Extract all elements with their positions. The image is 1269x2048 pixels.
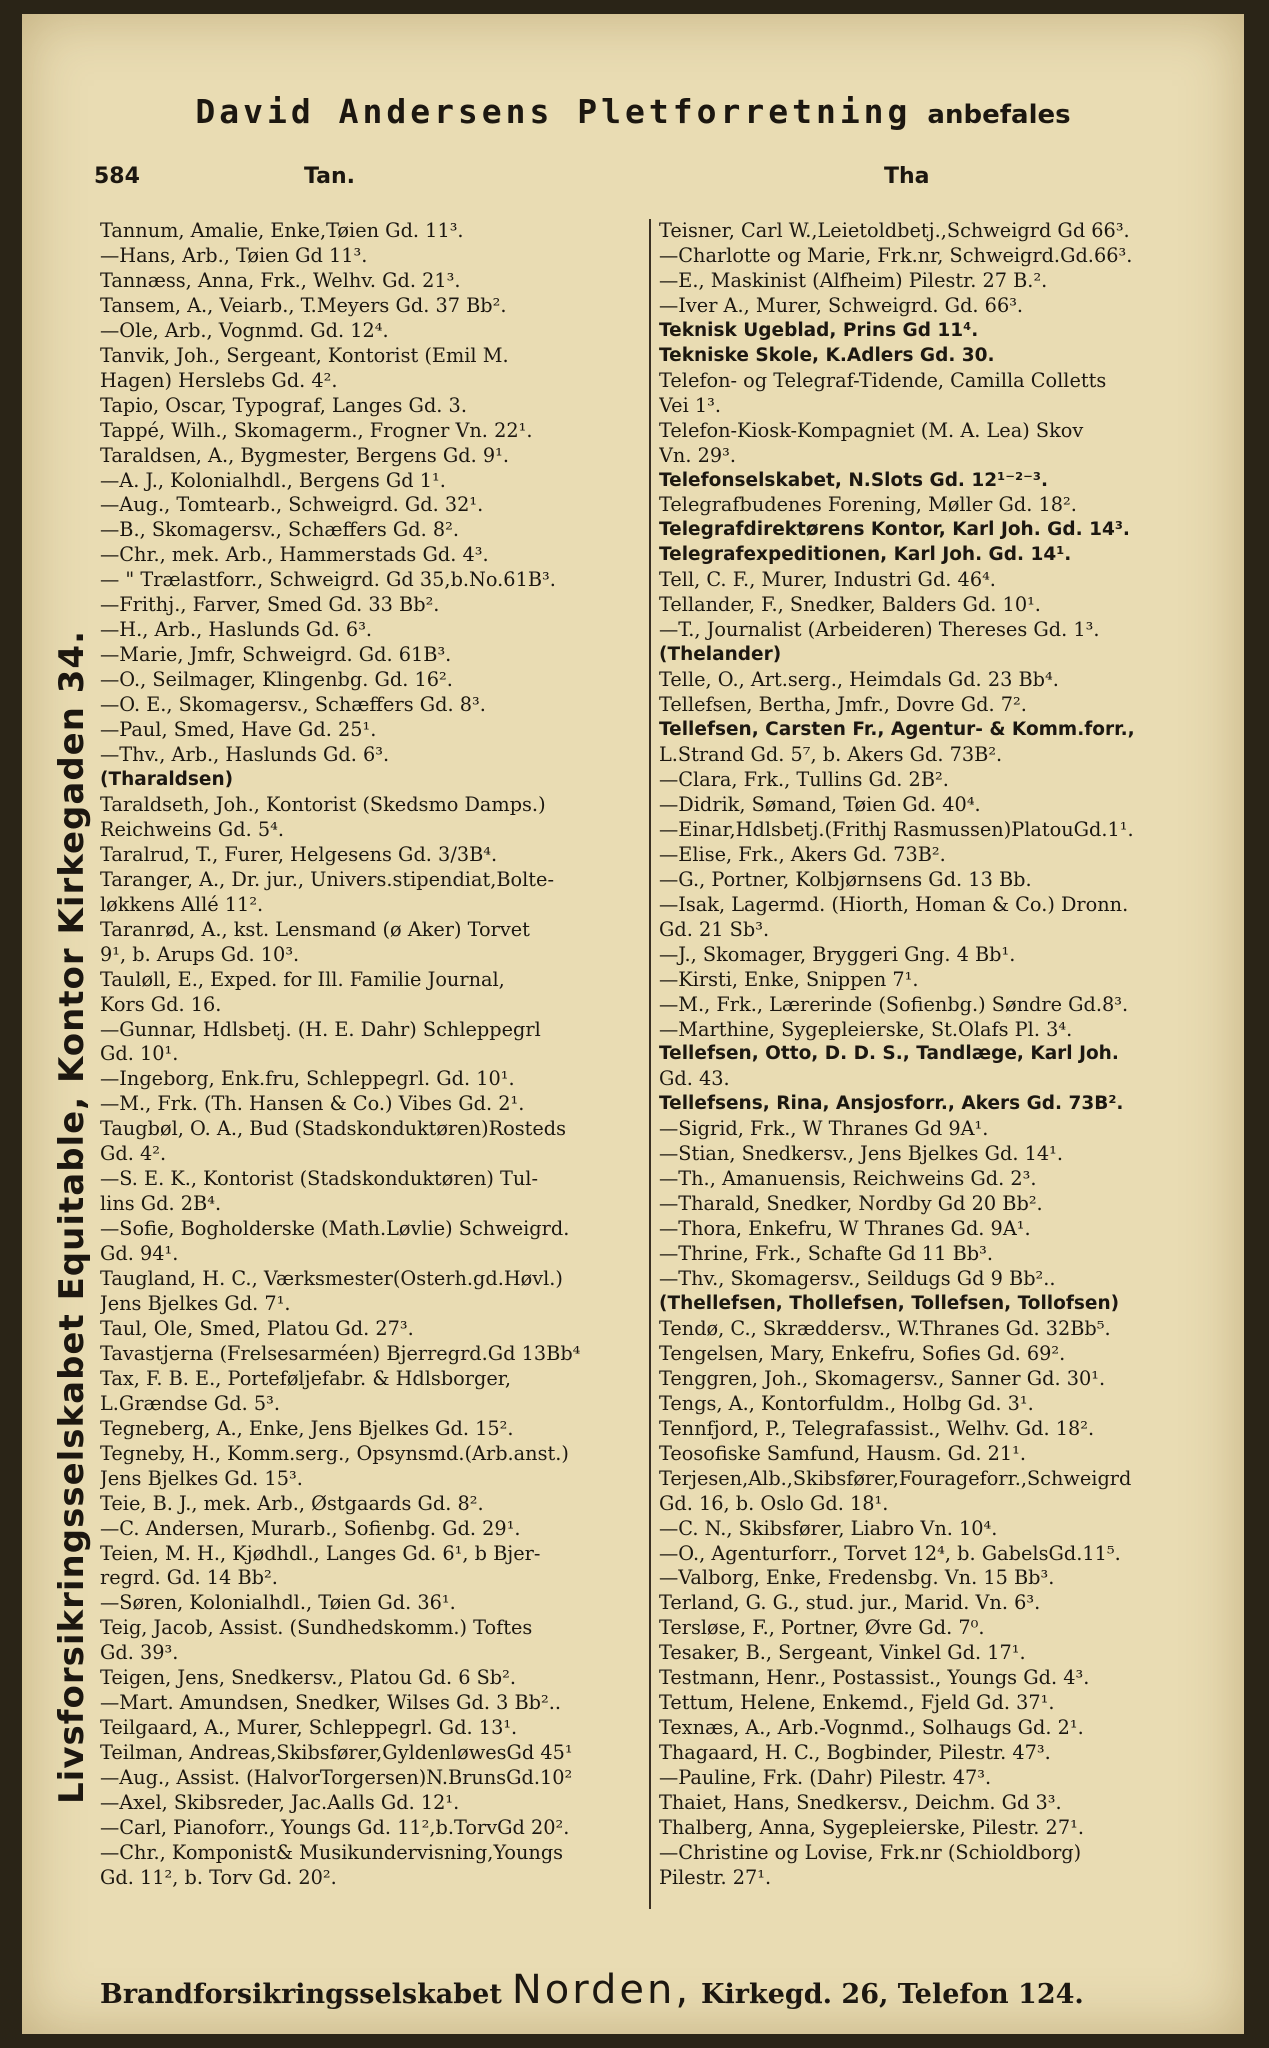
directory-entry: Terjesen,Alb.,Skibsfører,Fourageforr.,Schweigrd — [659, 1466, 1132, 1490]
directory-entry: —Frithj., Farver, Smed Gd. 33 Bb². — [100, 593, 440, 617]
directory-entry: Taranger, A., Dr. jur., Univers.stipendiat,Bolte- — [100, 867, 554, 891]
directory-entry: Telle, O., Art.serg., Heimdals Gd. 23 Bb⁴. — [659, 668, 1059, 692]
directory-entry: Tansem, A., Veiarb., T.Meyers Gd. 37 Bb². — [100, 293, 507, 317]
directory-entry: —Paul, Smed, Have Gd. 25¹. — [100, 718, 377, 742]
directory-entry: —Chr., Komponist& Musikundervisning,Youngs — [100, 1840, 564, 1864]
directory-entry: Teien, M. H., Kjødhdl., Langes Gd. 6¹, b Bjer- — [100, 1541, 541, 1565]
directory-entry: Tellander, F., Snedker, Balders Gd. 10¹. — [659, 593, 1041, 617]
directory-entry: —Valborg, Enke, Fredensbg. Vn. 15 Bb³. — [659, 1566, 1055, 1590]
directory-entry: —A. J., Kolonialhdl., Bergens Gd 1¹. — [100, 468, 446, 492]
directory-entry: Teilgaard, A., Murer, Schleppegrl. Gd. 13¹. — [100, 1716, 518, 1740]
bottom-ad-right: Kirkegd. 26, Telefon 124. — [701, 1979, 1084, 2010]
directory-entry: regrd. Gd. 14 Bb². — [100, 1566, 278, 1590]
directory-entry: Jens Bjelkes Gd. 15³. — [100, 1466, 303, 1490]
directory-entry: Taugbøl, O. A., Bud (Stadskonduktøren)Rosteds — [100, 1117, 567, 1141]
directory-entry: —Axel, Skibsreder, Jac.Aalls Gd. 12¹. — [100, 1791, 460, 1815]
directory-entry: Tax, F. B. E., Porteføljefabr. & Hdlsborger, — [100, 1366, 511, 1390]
directory-entry: (Thelander) — [659, 644, 782, 666]
directory-entry: Tellefsen, Otto, D. D. S., Tandlæge, Karl Joh. — [659, 1043, 1119, 1065]
directory-entry: Tegneby, H., Komm.serg., Opsynsmd.(Arb.anst.) — [100, 1441, 569, 1465]
bottom-advertisement — [100, 1967, 1084, 2013]
directory-entry: Telefon-Kiosk-Kompagniet (M. A. Lea) Skov — [659, 418, 1084, 442]
directory-entry: Gd. 39³. — [100, 1641, 179, 1665]
directory-entry: Telefon- og Telegraf-Tidende, Camilla Colletts — [659, 368, 1107, 392]
directory-entry: Telegrafbudenes Forening, Møller Gd. 18². — [659, 493, 1077, 517]
directory-entry: —Ingeborg, Enk.fru, Schleppegrl. Gd. 10¹. — [100, 1067, 515, 1091]
directory-entry: —E., Maskinist (Alfheim) Pilestr. 27 B.². — [659, 268, 1048, 292]
directory-entry: —O. E., Skomagersv., Schæffers Gd. 8³. — [100, 693, 486, 717]
bottom-ad-big: Norden, — [511, 1967, 692, 2013]
directory-entry: —Aug., Assist. (HalvorTorgersen)N.BrunsGd.10² — [100, 1766, 573, 1790]
directory-entry: Teig, Jacob, Assist. (Sundhedskomm.) Toftes — [100, 1616, 533, 1640]
directory-entry: —Elise, Frk., Akers Gd. 73B². — [659, 842, 946, 866]
directory-entry: —M., Frk., Lærerinde (Sofienbg.) Søndre Gd.8³. — [659, 992, 1129, 1016]
directory-entry: Tendø, C., Skræddersv., W.Thranes Gd. 32Bb⁵. — [659, 1316, 1111, 1340]
directory-entry: —Stian, Snedkersv., Jens Bjelkes Gd. 14¹. — [659, 1142, 1063, 1166]
directory-entry: —T., Journalist (Arbeideren) Thereses Gd. 1³. — [659, 618, 1100, 642]
directory-entry: —Marie, Jmfr, Schweigrd. Gd. 61B³. — [100, 643, 452, 667]
directory-entry: (Thellefsen, Thollefsen, Tollefsen, Tollofsen) — [659, 1292, 1120, 1314]
directory-entry: Tenggren, Joh., Skomagersv., Sanner Gd. 30¹. — [659, 1366, 1106, 1390]
directory-entry: Teosofiske Samfund, Hausm. Gd. 21¹. — [659, 1441, 1026, 1465]
directory-entry: Gd. 43. — [659, 1067, 730, 1091]
directory-entry: — " Trælastforr., Schweigrd. Gd 35,b.No.61B³. — [100, 568, 556, 592]
directory-entry: Tellefsen, Bertha, Jmfr., Dovre Gd. 7². — [659, 693, 1027, 717]
directory-entry: Jens Bjelkes Gd. 7¹. — [100, 1291, 291, 1315]
directory-entry: Teisner, Carl W.,Leietoldbetj.,Schweigrd Gd 66³. — [659, 219, 1130, 242]
directory-entry: løkkens Allé 11². — [100, 892, 264, 916]
left-column — [100, 219, 665, 1891]
directory-entry: L.Grændse Gd. 5³. — [100, 1391, 280, 1415]
directory-entry: —Mart. Amundsen, Snedker, Wilses Gd. 3 Bb².. — [100, 1691, 561, 1715]
directory-entry: Gd. 4². — [100, 1142, 167, 1166]
directory-entry: Tekniske Skole, K.Adlers Gd. 30. — [659, 344, 995, 366]
directory-entry: Reichweins Gd. 5⁴. — [100, 817, 284, 841]
directory-entry: —Thora, Enkefru, W Thranes Gd. 9A¹. — [659, 1217, 1031, 1241]
directory-entry: Tannum, Amalie, Enke,Tøien Gd. 11³. — [100, 219, 464, 242]
directory-entry: Telegrafdirektørens Kontor, Karl Joh. Gd. 14³. — [659, 519, 1130, 541]
directory-entry: —B., Skomagersv., Schæffers Gd. 8². — [100, 518, 459, 542]
directory-entry: —Einar,Hdlsbetj.(Frithj Rasmussen)PlatouGd.1¹. — [659, 817, 1134, 841]
top-ad-main: David Andersens Pletforretning — [195, 92, 912, 131]
directory-entry: 9¹, b. Arups Gd. 10³. — [100, 942, 300, 966]
directory-entry: Teigen, Jens, Snedkersv., Platou Gd. 6 Sb². — [100, 1666, 517, 1690]
directory-entry: —H., Arb., Haslunds Gd. 6³. — [100, 618, 373, 642]
directory-entry: —Sofie, Bogholderske (Math.Løvlie) Schweigrd. — [100, 1217, 570, 1241]
top-ad-suffix: anbefales — [927, 100, 1071, 130]
directory-entry: —Gunnar, Hdlsbetj. (H. E. Dahr) Schleppegrl — [100, 1017, 541, 1041]
directory-entry: Vn. 29³. — [659, 443, 736, 467]
directory-entry: Tellefsen, Carsten Fr., Agentur- & Komm.forr., — [659, 719, 1135, 741]
directory-entry: —Charlotte og Marie, Frk.nr, Schweigrd.Gd.66³. — [659, 243, 1133, 267]
directory-entry: Tavastjerna (Frelsesarméen) Bjerregrd.Gd 13Bb⁴ — [100, 1341, 581, 1365]
directory-entry: —Tharald, Snedker, Nordby Gd 20 Bb². — [659, 1192, 1043, 1216]
left-column-heading: Tan. — [304, 164, 356, 189]
directory-entry: Vei 1³. — [659, 393, 721, 417]
directory-entry: Tengelsen, Mary, Enkefru, Sofies Gd. 69². — [659, 1341, 1066, 1365]
directory-entry: —O., Agenturforr., Torvet 12⁴, b. GabelsGd.11⁵. — [659, 1541, 1121, 1565]
directory-entry: —Didrik, Sømand, Tøien Gd. 40⁴. — [659, 792, 981, 816]
directory-entry: Tell, C. F., Murer, Industri Gd. 46⁴. — [659, 568, 996, 592]
right-column-heading: Tha — [884, 164, 930, 189]
directory-entry: lins Gd. 2B⁴. — [100, 1192, 222, 1216]
directory-entry: —Pauline, Frk. (Dahr) Pilestr. 47³. — [659, 1766, 992, 1790]
directory-entry: (Tharaldsen) — [100, 768, 234, 790]
directory-entry: Gd. 94¹. — [100, 1242, 179, 1266]
directory-entry: Pilestr. 27¹. — [659, 1865, 772, 1889]
directory-entry: —S. E. K., Kontorist (Stadskonduktøren) Tul- — [100, 1167, 538, 1191]
directory-entry: —Iver A., Murer, Schweigrd. Gd. 66³. — [659, 293, 1024, 317]
directory-entry: Taraldseth, Joh., Kontorist (Skedsmo Damps.) — [100, 792, 546, 816]
directory-entry: Tauløll, E., Exped. for Ill. Familie Journal, — [100, 967, 505, 991]
directory-entry: Kors Gd. 16. — [100, 992, 222, 1016]
directory-entry: Tapio, Oscar, Typograf, Langes Gd. 3. — [100, 393, 467, 417]
directory-entry: Teilman, Andreas,Skibsfører,GyldenløwesGd 45¹ — [100, 1741, 573, 1765]
directory-entry: Tanvik, Joh., Sergeant, Kontorist (Emil M. — [100, 343, 509, 367]
directory-entry: Tesaker, B., Sergeant, Vinkel Gd. 17¹. — [659, 1641, 1026, 1665]
directory-entry: Teie, B. J., mek. Arb., Østgaards Gd. 8². — [100, 1491, 484, 1515]
directory-entry: —Ole, Arb., Vognmd. Gd. 12⁴. — [100, 318, 389, 342]
directory-entry: Tannæss, Anna, Frk., Welhv. Gd. 21³. — [100, 268, 461, 292]
directory-entry: Telegrafexpeditionen, Karl Joh. Gd. 14¹. — [659, 544, 1072, 566]
directory-entry: Taraldsen, A., Bygmester, Bergens Gd. 9¹. — [100, 443, 509, 467]
directory-entry: Hagen) Herslebs Gd. 4². — [100, 368, 338, 392]
directory-entry: —Chr., mek. Arb., Hammerstads Gd. 4³. — [100, 543, 489, 567]
directory-entry: —Thv., Skomagersv., Seildugs Gd 9 Bb².. — [659, 1267, 1056, 1291]
directory-entry: —Hans, Arb., Tøien Gd 11³. — [100, 243, 368, 267]
directory-entry: Thaiet, Hans, Snedkersv., Deichm. Gd 3³. — [659, 1791, 1062, 1815]
directory-entry: —M., Frk. (Th. Hansen & Co.) Vibes Gd. 2¹. — [100, 1092, 525, 1116]
directory-entry: —Thv., Arb., Haslunds Gd. 6³. — [100, 743, 390, 767]
directory-entry: Telefonselskabet, N.Slots Gd. 12¹⁻²⁻³. — [659, 469, 1049, 491]
directory-entry: Teknisk Ugeblad, Prins Gd 11⁴. — [659, 319, 979, 341]
directory-entry: —Clara, Frk., Tullins Gd. 2B². — [659, 767, 949, 791]
directory-entry: —Christine og Lovise, Frk.nr (Schioldborg) — [659, 1840, 1082, 1864]
page-number: 584 — [94, 164, 140, 189]
directory-entry: Taul, Ole, Smed, Platou Gd. 27³. — [100, 1316, 414, 1340]
bottom-ad-left: Brandforsikringsselskabet — [100, 1979, 502, 2010]
directory-entry: —O., Seilmager, Klingenbg. Gd. 16². — [100, 668, 453, 692]
directory-entry: Gd. 21 Sb³. — [659, 917, 770, 941]
directory-entry: Tettum, Helene, Enkemd., Fjeld Gd. 37¹. — [659, 1691, 1055, 1715]
directory-entry: —C. Andersen, Murarb., Sofienbg. Gd. 29¹. — [100, 1516, 521, 1540]
directory-entry: —Sigrid, Frk., W Thranes Gd 9A¹. — [659, 1117, 989, 1141]
directory-entry: —Aug., Tomtearb., Schweigrd. Gd. 32¹. — [100, 493, 484, 517]
directory-entry: —J., Skomager, Bryggeri Gng. 4 Bb¹. — [659, 942, 1016, 966]
directory-entry: —Søren, Kolonialhdl., Tøien Gd. 36¹. — [100, 1591, 456, 1615]
directory-entry: —C. N., Skibsfører, Liabro Vn. 10⁴. — [659, 1516, 998, 1540]
directory-entry: —Isak, Lagermd. (Hiorth, Homan & Co.) Dronn. — [659, 892, 1129, 916]
directory-entry: Gd. 10¹. — [100, 1042, 179, 1066]
directory-entry: Testmann, Henr., Postassist., Youngs Gd. 4³. — [659, 1666, 1090, 1690]
directory-entry: Thagaard, H. C., Bogbinder, Pilestr. 47³. — [659, 1741, 1051, 1765]
directory-entry: Texnæs, A., Arb.-Vognmd., Solhaugs Gd. 2¹. — [659, 1716, 1084, 1740]
directory-entry: Tegneberg, A., Enke, Jens Bjelkes Gd. 15². — [100, 1416, 514, 1440]
top-advertisement — [22, 92, 1244, 131]
directory-entry: L.Strand Gd. 5⁷, b. Akers Gd. 73B². — [659, 743, 1003, 767]
directory-entry: Tappé, Wilh., Skomagerm., Frogner Vn. 22¹. — [100, 418, 533, 442]
directory-entry: Gd. 16, b. Oslo Gd. 18¹. — [659, 1491, 889, 1515]
directory-entry: —Kirsti, Enke, Snippen 7¹. — [659, 967, 919, 991]
directory-entry: Thalberg, Anna, Sygepleierske, Pilestr. 27¹. — [659, 1816, 1084, 1839]
directory-entry: —Thrine, Frk., Schafte Gd 11 Bb³. — [659, 1242, 993, 1266]
side-advertisement: Livsforsikringsselskabet Equitable, Kontor Kirkegaden 34. — [52, 629, 92, 1804]
directory-page — [22, 14, 1244, 2034]
directory-entry: —Carl, Pianoforr., Youngs Gd. 11²,b.TorvGd 20². — [100, 1816, 570, 1839]
directory-entry: Tersløse, F., Portner, Øvre Gd. 7⁰. — [659, 1616, 985, 1640]
directory-entry: Taranrød, A., kst. Lensmand (ø Aker) Torvet — [100, 917, 530, 941]
directory-entry: Taralrud, T., Furer, Helgesens Gd. 3/3B⁴. — [100, 842, 498, 866]
directory-entry: —G., Portner, Kolbjørnsens Gd. 13 Bb. — [659, 867, 1032, 891]
directory-entry: Tellefsens, Rina, Ansjosforr., Akers Gd. 73B². — [659, 1093, 1124, 1115]
directory-entry: —Marthine, Sygepleierske, St.Olafs Pl. 3⁴. — [659, 1017, 1073, 1041]
directory-entry: Terland, G. G., stud. jur., Marid. Vn. 6³. — [659, 1591, 1041, 1615]
directory-entry: Taugland, H. C., Værksmester(Osterh.gd.Høvl.) — [100, 1267, 563, 1291]
directory-entry: Tennfjord, P., Telegrafassist., Welhv. Gd. 18². — [659, 1416, 1095, 1440]
directory-entry: Tengs, A., Kontorfuldm., Holbg Gd. 3¹. — [659, 1391, 1034, 1415]
directory-entry: Gd. 11², b. Torv Gd. 20². — [100, 1865, 337, 1889]
directory-entry: —Th., Amanuensis, Reichweins Gd. 2³. — [659, 1167, 1037, 1191]
right-column — [649, 219, 1224, 1909]
